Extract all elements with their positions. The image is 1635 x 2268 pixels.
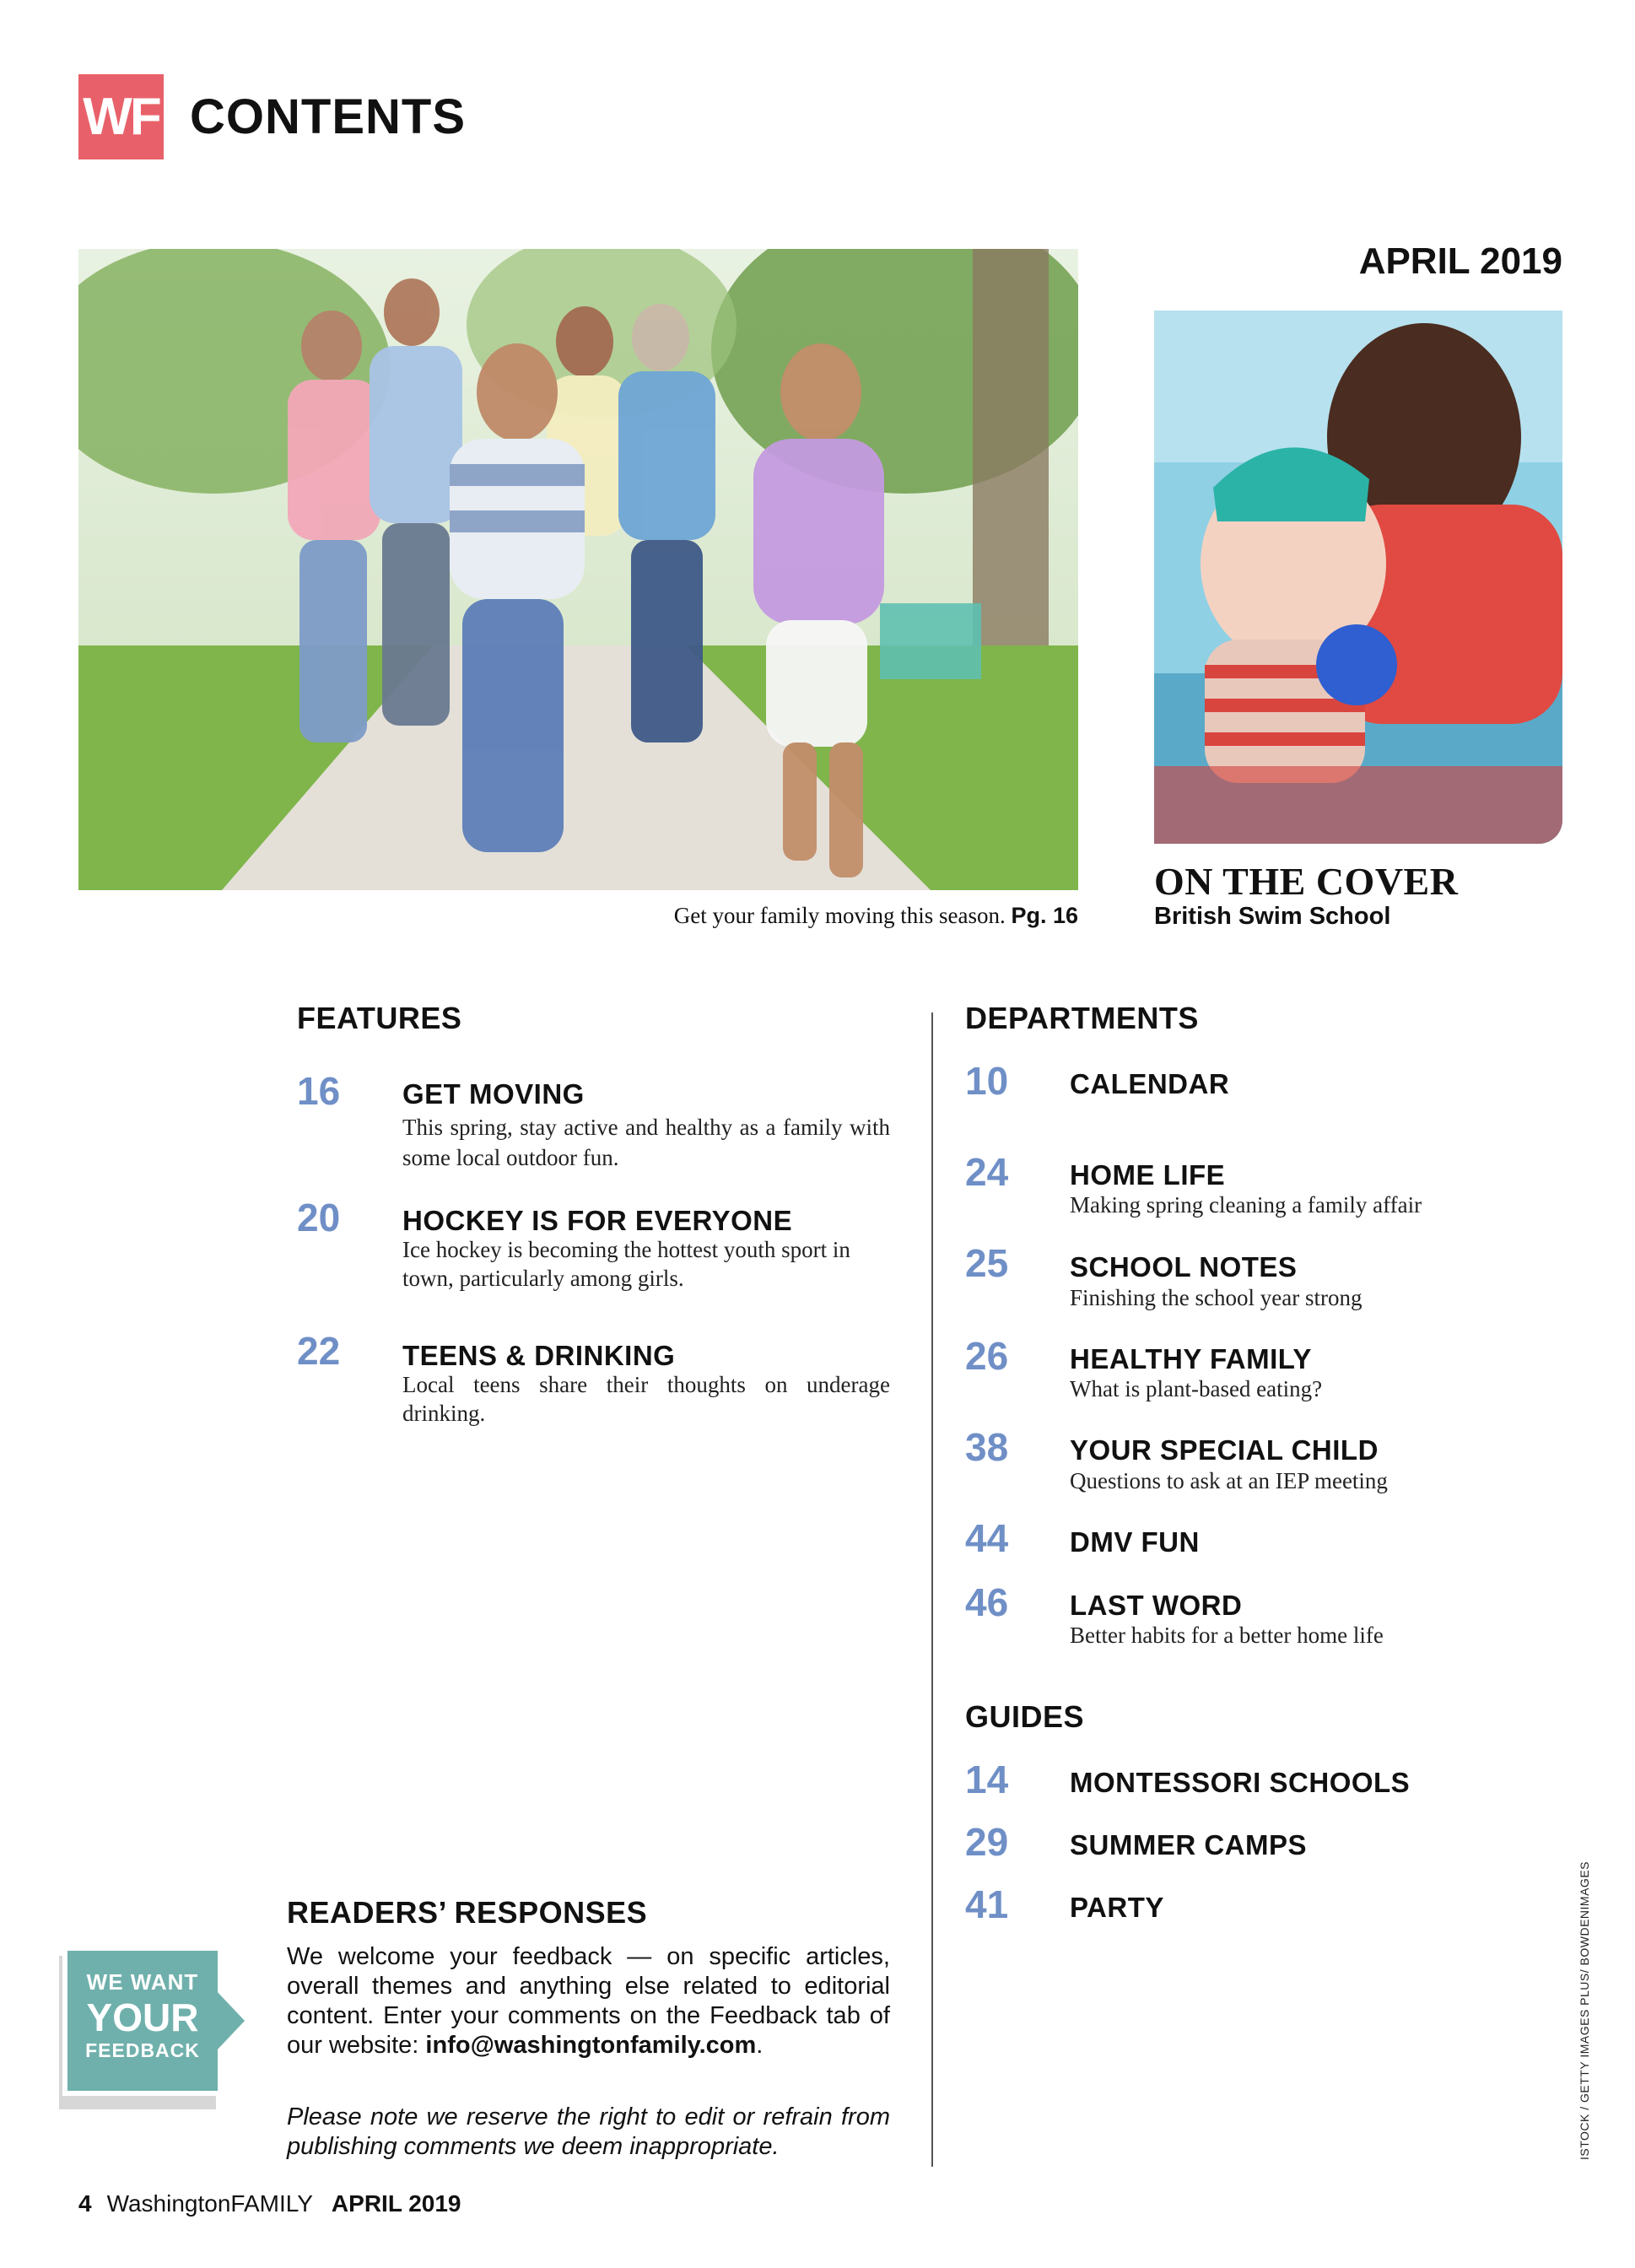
department-page-number: 24 [965,1150,1009,1194]
department-page-number: 10 [965,1059,1009,1103]
column-divider [931,1012,933,2167]
department-title[interactable]: HOME LIFE [1070,1159,1226,1191]
department-title[interactable]: DMV FUN [1070,1526,1200,1558]
feedback-badge-line1: WE WANT [86,1969,199,1995]
footer-magazine-name: WashingtonFAMILY [106,2190,313,2217]
feature-description: This spring, stay active and healthy as a family with some local outdoor fun. [402,1115,890,1170]
feature-title[interactable]: TEENS & DRINKING [402,1340,676,1371]
feature-description: Local teens share their thoughts on underage drinking. [402,1372,890,1426]
feature-page-number [297,1068,340,1114]
department-title[interactable]: CALENDAR [1070,1068,1230,1099]
cover-photo-swim-school [1154,310,1562,844]
guide-page-number: 14 [965,1758,1009,1801]
department-description: Making spring cleaning a family affair [1070,1192,1422,1218]
guide-title[interactable]: MONTESSORI SCHOOLS [1070,1767,1411,1798]
department-title[interactable]: HEALTHY FAMILY [1070,1343,1312,1374]
feature-page-number [297,1195,340,1240]
guide-title[interactable]: SUMMER CAMPS [1070,1829,1308,1860]
department-description: What is plant-based eating? [1070,1376,1323,1401]
departments-heading: DEPARTMENTS [965,1001,1199,1035]
department-page-number: 46 [965,1580,1009,1624]
feedback-badge-line2: YOUR [86,1995,199,2039]
cover-subtitle: British Swim School [1154,903,1391,930]
feature-title[interactable]: GET MOVING [402,1078,585,1110]
feedback-email-link[interactable]: info@washingtonfamily.com [425,2032,757,2059]
main-photo-caption [472,903,1078,929]
readers-responses-body: We welcome your feedback — on specific articles, overall themes and anything else related to editorial content. Enter your comments on the Feedback tab of our website: [287,1943,890,2059]
feature-title[interactable]: HOCKEY IS FOR EVERYONE [402,1205,793,1236]
readers-responses-note: Please note we reserve the right to edit or refrain from publishing comments we deem inappropriate. [287,2103,890,2160]
feedback-badge-panel [67,1951,218,2091]
footer-issue-date: APRIL 2019 [331,2190,461,2217]
features-heading: FEATURES [297,1001,462,1035]
department-description: Questions to ask at an IEP meeting [1070,1468,1388,1493]
guides-heading: GUIDES [965,1699,1085,1734]
guide-title[interactable]: PARTY [1070,1892,1164,1923]
main-photo-family-running [78,249,1078,890]
department-title[interactable]: SCHOOL NOTES [1070,1251,1298,1282]
department-description: Finishing the school year strong [1070,1285,1362,1310]
readers-responses-end: . [756,2032,764,2059]
issue-date: APRIL 2019 [1358,240,1562,282]
department-page-number: 38 [965,1425,1009,1469]
guide-page-number: 41 [965,1882,1009,1926]
feature-description: Ice hockey is becoming the hottest youth sport in town, particularly among girls. [402,1237,850,1291]
feedback-badge[interactable] [62,1946,223,2096]
department-page-number: 25 [965,1241,1009,1285]
feature-page-number-text: 20 [297,1196,341,1239]
footer-page-number: 4 [78,2190,92,2217]
feature-page-number [297,1328,340,1374]
department-description: Better habits for a better home life [1070,1623,1384,1648]
page-title: CONTENTS [190,89,466,144]
cover-heading: ON THE COVER [1154,860,1459,903]
page-footer [78,2190,461,2217]
feedback-badge-line3: FEEDBACK [85,2039,200,2061]
guide-page-number: 29 [965,1820,1009,1864]
caption-text: Get your family moving this season. [673,903,1006,928]
department-page-number: 26 [965,1334,1009,1378]
feedback-arrow-inner-icon [216,1990,245,2051]
feature-page-number-text: 22 [297,1329,341,1373]
wf-logo: WF [78,74,164,159]
department-page-number: 44 [965,1516,1009,1560]
readers-responses-heading: READERS’ RESPONSES [287,1895,648,1930]
caption-page-ref: Pg. 16 [1011,903,1078,928]
readers-responses-text [287,1942,890,2060]
department-title[interactable]: YOUR SPECIAL CHILD [1070,1434,1379,1466]
feature-page-number-text: 16 [297,1069,341,1113]
department-title[interactable]: LAST WORD [1070,1590,1243,1621]
photo-credit: ISTOCK / GETTY IMAGES PLUS/ BOWDENIMAGES [1578,1861,1591,2160]
